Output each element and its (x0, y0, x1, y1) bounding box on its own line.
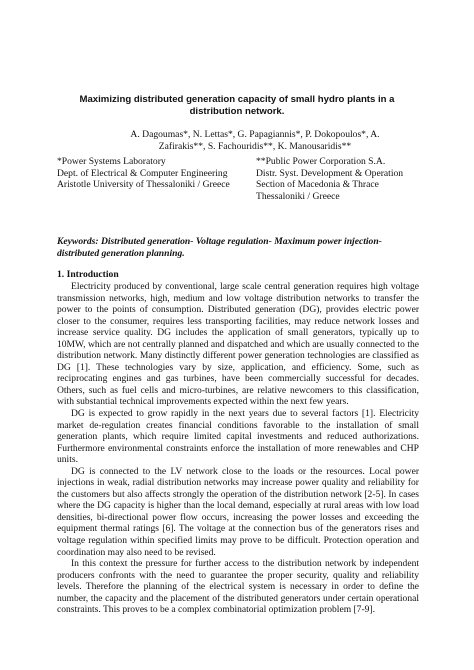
body-paragraph: DG is connected to the LV network close to the loads or the resources. Local power injections in weak, radial distribution networks may increase power quality and reliability for the customers but also affects strongly the operation of the distribution network [2-5]. In cases where the DG capacity is higher than the local demand, especially at rural areas with low load densities, bi-directional power flow occurs, increasing the power losses and exceeding the equipment thermal ratings [6]. The voltage at the connection bus of the generators rises and voltage regulation within specified limits may prove to be difficult. Protection operation and coordination may also need to be revised. (57, 465, 419, 558)
affiliation-line: **Public Power Corporation S.A. (256, 156, 386, 167)
affiliation-public-power-corporation (256, 156, 403, 202)
keywords: Keywords: Distributed generation- Voltage regulation- Maximum power injection- distributed generation planning. (57, 236, 382, 259)
body-paragraph: Electricity produced by conventional, large scale central generation requires high voltage transmission networks, high, medium and low voltage distribution networks to transfer the power to the points of consumption. Distributed generation (DG), provides electric power closer to the consumer, requires less transporting facilities, may reduce network losses and increase service quality. DG includes the application of small generators, typically up to 10MW, which are not centrally planned and dispatched and which are usually connected to the distribution network. Many distinctly different power generation technologies are classified as DG [1]. These technologies vary by size, application, and efficiency. Some, such as reciprocating engines and gas turbines, have been commercially successful for decades. Others, such as fuel cells and micro-turbines, are relative newcomers to this classification, with substantial technical improvements expected within the next few years. (57, 281, 419, 408)
section-heading-introduction: 1. Introduction (57, 269, 119, 280)
body-paragraph: In this context the pressure for further access to the distribution network by independent producers confronts with the need to guarantee the proper security, quality and reliability levels. Therefore the planning of the electrical system is necessary in order to define the number, the capacity and the placement of the distributed generators under certain operational constraints. This proves to be a complex combinatorial optimization problem [7-9]. (57, 558, 419, 616)
affiliation-power-systems-lab (57, 156, 230, 191)
body-paragraph: DG is expected to grow rapidly in the next years due to several factors [1]. Electricity market de-regulation creates financial conditions favorable to the installation of small generation plants, which require limited capital investments and reduced authorizations. Furthermore environmental constraints enforce the installation of more renewables and CHP units. (57, 408, 419, 466)
author-list: A. Dagoumas*, N. Lettas*, G. Papagiannis*, P. Dokopoulos*, A. Zafirakis**, S. Fachouridis**, K. Manousaridis** (130, 129, 380, 152)
affiliation-line: Thessaloniki / Greece (256, 190, 340, 202)
affiliation-line: Section of Macedonia & Thrace (256, 179, 379, 190)
affiliation-line: Distr. Syst. Development & Operation (256, 167, 404, 179)
affiliation-line: Dept. of Electrical & Computer Engineering (57, 167, 228, 179)
introduction-body (57, 281, 419, 616)
affiliation-line: *Power Systems Laboratory (57, 156, 166, 167)
affiliation-line: Aristotle University of Thessaloniki / Greece (57, 179, 230, 190)
paper-title: Maximizing distributed generation capacity of small hydro plants in a distribution network. (79, 94, 395, 117)
